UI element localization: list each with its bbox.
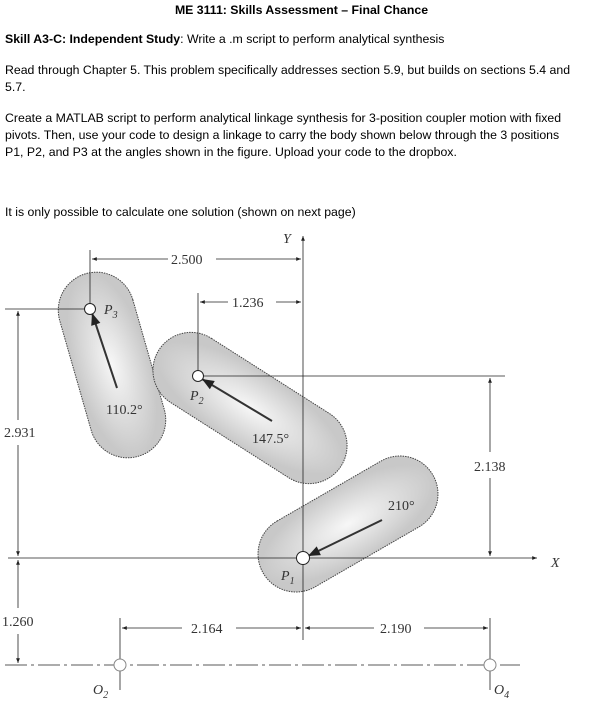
dim-2190: 2.190 <box>380 622 412 637</box>
angle-p3: 110.2° <box>106 403 143 418</box>
dim-2931: 2.931 <box>4 426 36 441</box>
para1-line2: 5.7. <box>5 80 26 94</box>
p1-sub: 1 <box>289 576 295 587</box>
note: It is only possible to calculate one solution (shown on next page) <box>5 205 356 219</box>
angle-p2: 147.5° <box>252 432 290 447</box>
para2-line2: pivots. Then, use your code to design a linkage to carry the body shown below through the 3 positions <box>5 128 560 142</box>
o2-sub: 2 <box>103 690 109 701</box>
dim-2164: 2.164 <box>191 622 223 637</box>
ground-pivot-o4 <box>484 659 496 671</box>
p2-label: P <box>190 389 199 404</box>
ground-pivot-o2 <box>114 659 126 671</box>
p1-label: P <box>281 569 290 584</box>
svg-text:O4 <box>494 683 509 701</box>
o4-label: O <box>494 683 505 698</box>
skill-label: Skill A3-C: Independent Study <box>5 32 181 46</box>
pivot-p1 <box>297 552 310 565</box>
x-axis-label: X <box>551 556 560 571</box>
y-axis-label: Y <box>283 232 291 247</box>
p3-label: P <box>104 303 113 318</box>
o4-sub: 4 <box>504 690 510 701</box>
skill-text: : Write a .m script to perform analytical synthesis <box>180 32 445 46</box>
p3-sub: 3 <box>112 310 118 321</box>
para2-line1: Create a MATLAB script to perform analytical linkage synthesis for 3-position coupler motion with fixed <box>5 111 562 125</box>
dim-1260: 1.260 <box>2 615 34 630</box>
o2-label: O <box>93 683 104 698</box>
pivot-p2 <box>193 371 204 382</box>
dim-1236: 1.236 <box>232 296 264 311</box>
para1-line1: Read through Chapter 5. This problem specifically addresses section 5.9, but builds on sections 5.4 and <box>5 63 571 77</box>
dim-2500: 2.500 <box>171 253 203 268</box>
para2-line3: P1, P2, and P3 at the angles shown in the figure. Upload your code to the dropbox. <box>5 145 457 159</box>
dim-2138: 2.138 <box>474 460 506 475</box>
angle-p1: 210° <box>388 499 415 514</box>
page-title: ME 3111: Skills Assessment – Final Chance <box>174 3 429 17</box>
pivot-p3 <box>85 304 96 315</box>
svg-text:O2 <box>93 683 108 701</box>
p2-sub: 2 <box>198 396 204 407</box>
